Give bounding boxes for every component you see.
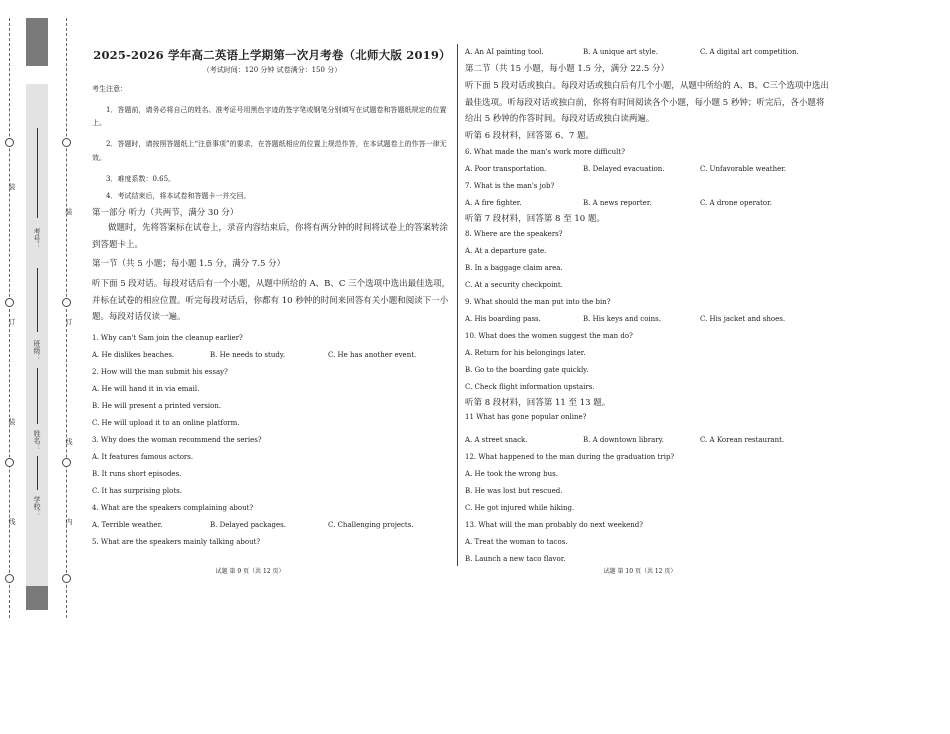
binding-hole <box>5 574 14 583</box>
option-b: B. Delayed evacuation. <box>583 165 665 174</box>
page-title: 2025-2026 学年高二英语上学期第一次月考卷（北师大版 2019） <box>93 48 451 62</box>
question-6: 6. What made the man's work more difficult? <box>465 148 625 157</box>
question-9-options <box>465 311 830 328</box>
question-5: 5. What are the speakers mainly talking about? <box>92 537 261 546</box>
binding-mark: 订 <box>65 318 73 325</box>
option-c: C. A drone operator. <box>700 199 772 208</box>
option-b: B. His keys and coins. <box>583 315 661 324</box>
exam-info: （考试时间：120 分钟 试卷满分：150 分） <box>202 66 342 75</box>
question-11-options <box>465 432 830 449</box>
option-c: C. He got injured while hiking. <box>465 504 575 513</box>
question-2: 2. How will the man submit his essay? <box>92 367 228 376</box>
name-label: 姓名： <box>33 430 41 451</box>
school-label: 学校： <box>33 496 41 517</box>
note-item: 3．难度系数：0.65。 <box>106 175 176 184</box>
exam-number-line <box>37 128 38 218</box>
binding-bar-bottom <box>26 586 48 610</box>
binding-mark: 装 <box>8 183 16 190</box>
option-a: A. A fire fighter. <box>465 199 522 208</box>
option-c: C. Check flight information upstairs. <box>465 383 595 392</box>
page-right <box>465 44 830 568</box>
option-a: A. His boarding pass. <box>465 315 541 324</box>
section-two-instructions: 听下面 5 段对话或独白。每段对话或独白后有几个小题，从题中所给的 A、B、C三个选项中选出最佳选项。听每段对话或独白前，你将有时间阅读各个小题，每小题 5 秒钟；听完后，各小题将给出 5 秒钟的作答时间。每段对话或独白读两遍。 <box>465 81 829 125</box>
question-9: 9. What should the man put into the bin? <box>465 298 611 307</box>
binding-hole <box>5 458 14 467</box>
school-line <box>37 456 38 490</box>
option-b: B. He will present a printed version. <box>92 401 222 410</box>
option-a: A. At a departure gate. <box>465 247 547 256</box>
option-a: A. Poor transportation. <box>465 165 547 174</box>
column-divider <box>457 44 458 566</box>
binding-mark: 装 <box>65 208 73 215</box>
option-c: C. Challenging projects. <box>328 520 414 529</box>
question-6-options <box>465 161 830 178</box>
part-one-heading: 第一部分 听力（共两节，满分 30 分） <box>92 207 239 218</box>
name-line <box>37 368 38 424</box>
question-1: 1. Why can't Sam join the cleanup earlier? <box>92 333 243 342</box>
option-b: B. He was lost but rescued. <box>465 487 563 496</box>
option-a: A. A street snack. <box>465 436 528 445</box>
option-c: C. His jacket and shoes. <box>700 315 786 324</box>
section-one-instructions: 听下面 5 段对话。每段对话后有一个小题，从题中所给的 A、B、C 三个选项中选出最佳选项，并标在试卷的相应位置。听完每段对话后，你都有 10 秒钟的时间来回答有关小题和阅读下一小题。每段对话仅读一遍。 <box>92 279 451 323</box>
option-c: C. He will upload it to an online platform. <box>92 418 240 427</box>
option-a: A. Treat the woman to tacos. <box>465 538 568 547</box>
page-footer-left: 试题 第 9 页（共 12 页） <box>215 568 285 575</box>
binding-bar-top <box>26 18 48 66</box>
option-b: B. A news reporter. <box>583 199 652 208</box>
option-a: A. Return for his belongings later. <box>465 349 586 358</box>
binding-mark: 装 <box>8 418 16 425</box>
question-12: 12. What happened to the man during the graduation trip? <box>465 453 675 462</box>
option-a: A. He dislikes beaches. <box>92 350 175 359</box>
material-7-heading: 听第 7 段材料，回答第 8 至 10 题。 <box>465 214 605 225</box>
option-a: A. An AI painting tool. <box>465 48 544 56</box>
binding-strip <box>0 18 74 634</box>
option-b: B. He needs to study. <box>210 350 286 359</box>
option-b: B. It runs short episodes. <box>92 469 182 478</box>
question-3: 3. Why does the woman recommend the series? <box>92 435 262 444</box>
option-a: A. He took the wrong bus. <box>465 470 558 479</box>
binding-hole <box>5 298 14 307</box>
question-4: 4. What are the speakers complaining about? <box>92 503 254 512</box>
question-5-options <box>465 44 830 61</box>
option-c: C. It has surprising plots. <box>92 486 182 495</box>
page-footer-right: 试题 第 10 页（共 12 页） <box>603 568 677 575</box>
class-line <box>37 268 38 332</box>
question-13: 13. What will the man probably do next weekend? <box>465 521 643 530</box>
question-8: 8. Where are the speakers? <box>465 230 563 239</box>
section-two-heading: 第二节（共 15 小题，每小题 1.5 分，满分 22.5 分） <box>465 64 669 74</box>
option-b: B. Go to the boarding gate quickly. <box>465 366 589 375</box>
part-one-instructions: 做题时，先将答案标在试卷上，录音内容结束后，你将有两分钟的时间将试卷上的答案转涂到答题卡上。 <box>92 223 449 250</box>
option-b: B. Delayed packages. <box>210 520 286 529</box>
question-10: 10. What does the women suggest the man do? <box>465 332 633 341</box>
notes-heading: 考生注意： <box>92 85 127 94</box>
binding-hole <box>62 298 71 307</box>
note-item: 2．答题时，请按照答题纸上“注意事项”的要求，在答题纸相应的位置上规范作答，在本试题卷上的作答一律无效。 <box>92 140 447 162</box>
option-c: C. He has another event. <box>328 350 417 359</box>
note-item: 4．考试结束后，将本试卷和答题卡一并交回。 <box>106 192 251 201</box>
binding-mark: 线 <box>8 518 16 525</box>
binding-hole <box>62 458 71 467</box>
binding-hole <box>62 138 71 147</box>
option-c: C. A digital art competition. <box>700 48 799 56</box>
section-one-heading: 第一节（共 5 小题；每小题 1.5 分，满分 7.5 分） <box>92 259 286 270</box>
question-1-options <box>92 347 452 364</box>
material-6-heading: 听第 6 段材料，回答第 6、7 题。 <box>465 130 595 141</box>
option-c: C. Unfavorable weather. <box>700 165 787 174</box>
option-a: A. Terrible weather. <box>92 520 163 529</box>
question-7-options <box>465 195 830 212</box>
question-7: 7. What is the man's job? <box>465 182 555 191</box>
option-a: A. He will hand it in via email. <box>92 384 200 393</box>
binding-hole <box>5 138 14 147</box>
binding-mark: 线 <box>65 438 73 445</box>
option-b: B. In a baggage claim area. <box>465 264 563 273</box>
option-b: B. A unique art style. <box>583 48 659 56</box>
question-4-options <box>92 517 452 534</box>
question-11: 11 What has gone popular online? <box>465 413 587 422</box>
option-b: B. Launch a new taco flavor. <box>465 555 566 564</box>
option-c: C. A Korean restaurant. <box>700 436 785 445</box>
note-item: 1．答题前，请务必将自己的姓名、准考证号用黑色字迹的签字笔或钢笔分别填写在试题卷和答题纸规定的位置上。 <box>92 105 447 128</box>
option-a: A. It features famous actors. <box>92 452 194 461</box>
binding-mark: 订 <box>8 318 16 325</box>
binding-mark: 内 <box>65 518 73 525</box>
material-8-heading: 听第 8 段材料，回答第 11 至 13 题。 <box>465 398 611 409</box>
binding-hole <box>62 574 71 583</box>
exam-number-label: 考号： <box>33 228 41 249</box>
option-c: C. At a security checkpoint. <box>465 281 563 290</box>
option-b: B. A downtown library. <box>583 436 664 445</box>
page-left <box>92 44 452 551</box>
class-label: 班级： <box>33 340 41 361</box>
